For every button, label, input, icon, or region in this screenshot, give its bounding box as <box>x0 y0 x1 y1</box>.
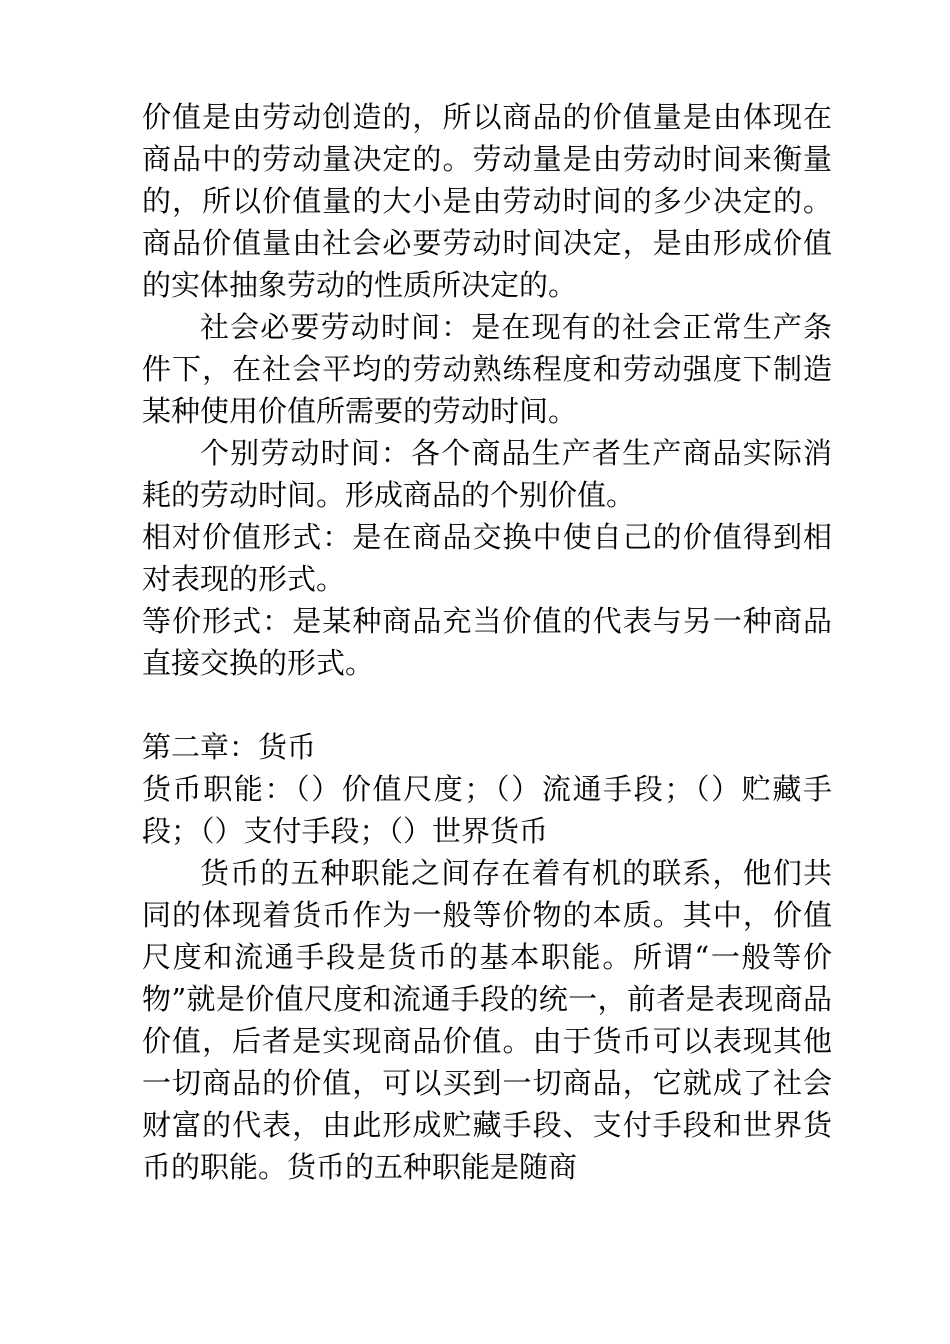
paragraph-money-functions-relation: 货币的五种职能之间存在着有机的联系，他们共同的体现着货币作为一般等价物的本质。其中，价值尺度和流通手段是货币的基本职能。所谓“一般等价物”就是价值尺度和流通手段的统一，前者是表现商品价值，后者是实现商品价值。由于货币可以表现其他一切商品的价值，可以买到一切商品，它就成了社会财富的代表，由此形成贮藏手段、支付手段和世界货币的职能。货币的五种职能是随商 <box>142 856 832 1184</box>
paragraph-value-labor: 价值是由劳动创造的，所以商品的价值量是由体现在商品中的劳动量决定的。劳动量是由劳动时间来衡量的，所以价值量的大小是由劳动时间的多少决定的。商品价值量由社会必要劳动时间决定，是由形成价值的实体抽象劳动的性质所决定的。 <box>142 100 832 302</box>
paragraph-equivalent-form: 等价形式：是某种商品充当价值的代表与另一种商品直接交换的形式。 <box>142 604 832 680</box>
paragraph-individual-labor-time: 个别劳动时间：各个商品生产者生产商品实际消耗的劳动时间。形成商品的个别价值。 <box>142 436 832 512</box>
paragraph-socially-necessary-labor-time: 社会必要劳动时间：是在现有的社会正常生产条件下，在社会平均的劳动熟练程度和劳动强度下制造某种使用价值所需要的劳动时间。 <box>142 310 832 428</box>
chapter-heading: 第二章：货币 <box>142 730 317 764</box>
paragraph-money-functions: 货币职能：（）价值尺度；（）流通手段；（）贮藏手段；（）支付手段；（）世界货币 <box>142 772 832 848</box>
blank-line <box>142 684 832 726</box>
paragraph-relative-value-form: 相对价值形式：是在商品交换中使自己的价值得到相对表现的形式。 <box>142 520 832 596</box>
document-page <box>142 96 832 1188</box>
